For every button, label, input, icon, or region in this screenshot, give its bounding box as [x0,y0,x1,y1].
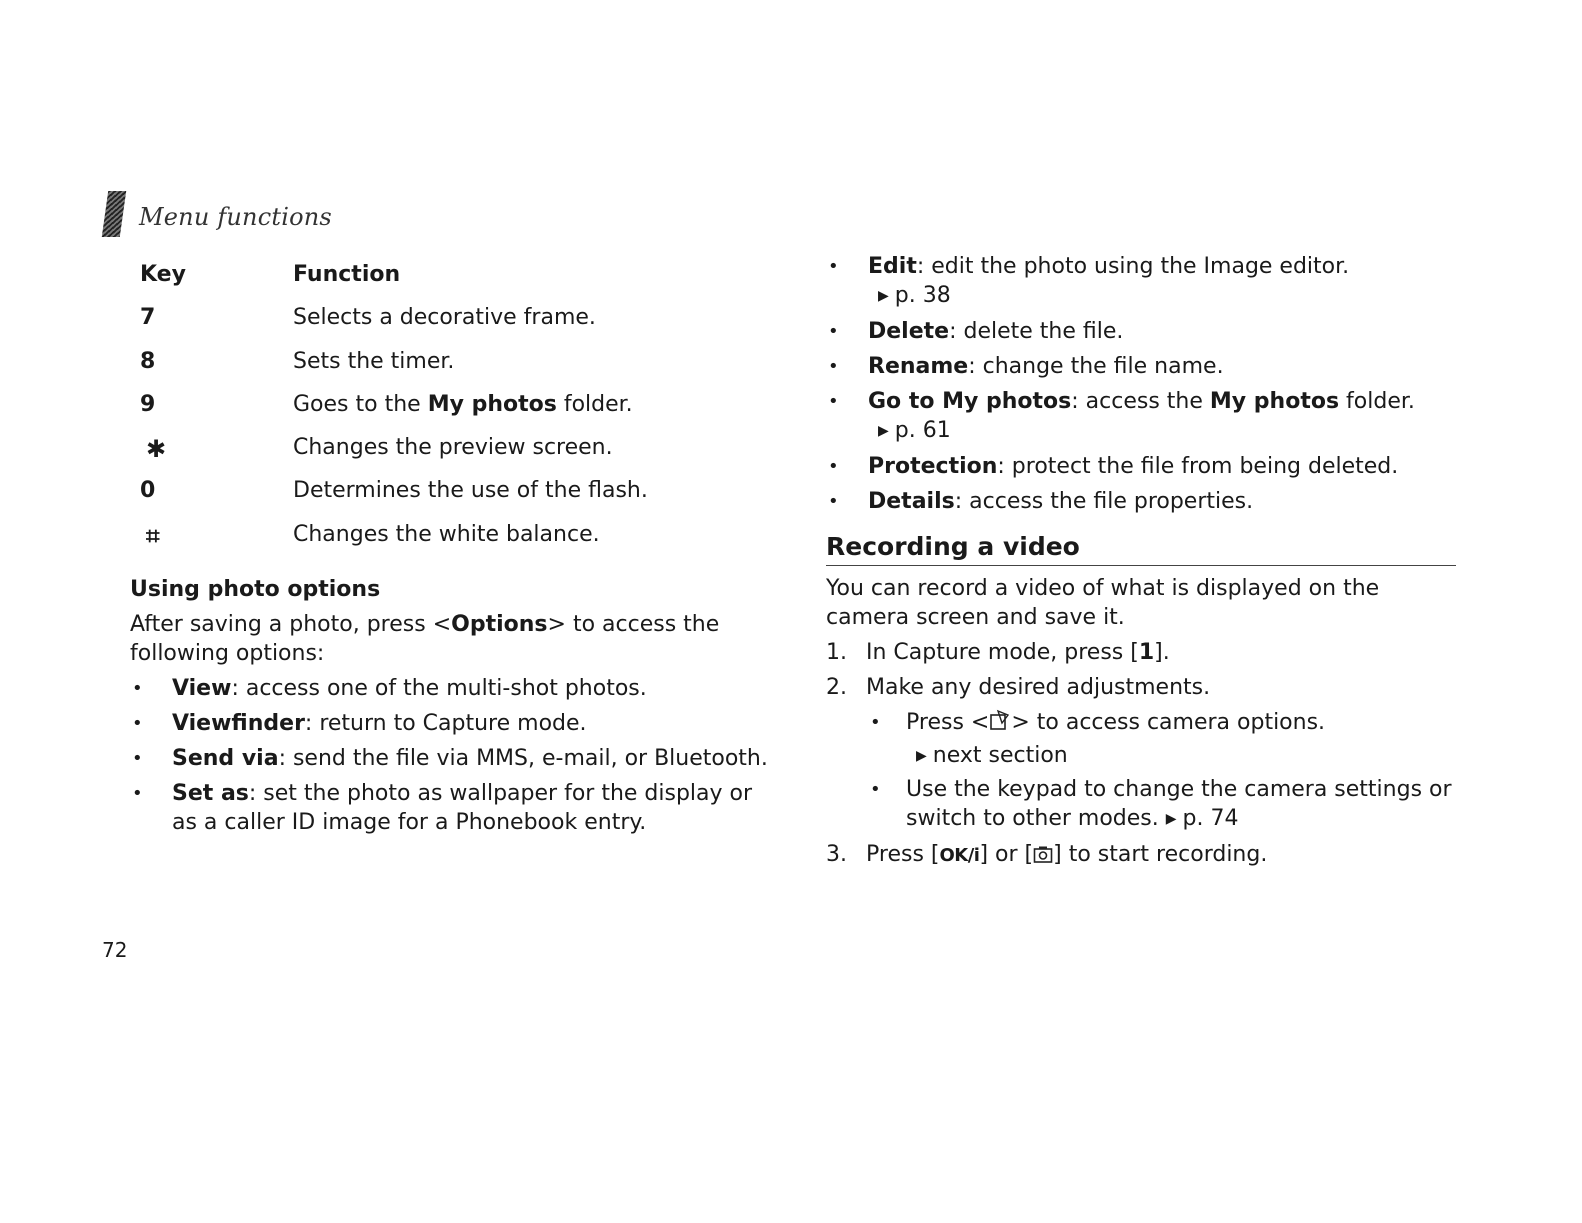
option-term: Protection [868,454,998,479]
table-row [140,478,770,521]
table-row [140,392,770,435]
list-item [826,352,1456,381]
step-text: Press [ [866,842,940,867]
recording-steps [826,638,1456,873]
triangle-right-icon: ▶ [878,288,889,304]
page-number: 72 [102,938,128,962]
option-term: Details [868,489,955,514]
list-item [826,317,1456,346]
header-title: Menu functions [139,203,332,231]
list-item [130,709,770,738]
options-softkey-label: Options [451,612,548,638]
list-item [826,487,1456,516]
list-item [826,387,1456,446]
table-header-function: Function [293,262,401,287]
function-cell [293,349,770,374]
step-text-end: ] to start recording. [1053,842,1268,867]
step-text: In Capture mode, press [ [866,640,1139,665]
sub-text: Press < [906,710,990,735]
intro-text: After saving a photo, press < [130,612,452,638]
option-desc: : return to Capture mode. [304,711,587,737]
option-desc: : delete the file. [949,319,1124,344]
key-cell: 9 [140,391,156,417]
option-desc: : access one of the multi-shot photos. [231,676,647,702]
sub-text: Use the keypad to change the camera settings or switch to other modes. [906,777,1452,831]
sub-item [866,708,1456,771]
page-reference [868,281,1456,311]
camera-settings-icon [989,709,1011,741]
function-text: Changes the white balance. [293,521,600,547]
intro-text-end: > to access the following options: [130,612,720,667]
step-item [826,673,1456,834]
key-cell: 0 [140,478,156,504]
step-number: 1. [826,640,847,665]
key-label: 1 [1138,640,1155,665]
option-term: Edit [868,254,917,279]
recording-heading: Recording a video [826,532,1456,566]
key-cell: ⌗ [146,521,160,550]
function-text: Goes to the [293,391,428,417]
triangle-right-icon: ▶ [1165,811,1177,827]
table-header-row [140,262,770,305]
function-text: Determines the use of the flash. [293,478,648,504]
function-cell [293,522,770,547]
function-text: Sets the timer. [293,348,455,374]
function-cell [293,478,770,503]
function-cell [293,305,770,330]
triangle-right-icon: ▶ [916,748,927,764]
page-reference-text: p. 74 [1182,806,1239,831]
step-text-end: ]. [1154,640,1170,665]
function-cell [293,435,770,460]
key-function-table [140,262,770,565]
section-header [105,187,425,239]
photo-options-heading: Using photo options [130,577,381,603]
option-term: Send via [172,746,279,772]
option-desc: : edit the photo using the Image editor. [916,254,1350,279]
option-desc: : protect the file from being deleted. [997,454,1399,479]
table-row [140,349,770,392]
key-cell: 8 [140,348,156,374]
table-header-key: Key [140,262,186,287]
header-bar-graphic [102,191,126,237]
function-text: Changes the preview screen. [293,435,613,461]
camera-key-icon [1033,844,1053,873]
ok-key-label: OK/i [939,845,980,866]
page-reference-text: p. 38 [894,283,951,308]
page-reference [906,741,1456,771]
option-term: Go to My photos [868,389,1072,414]
step-text: Make any desired adjustments. [866,675,1211,700]
table-row [140,522,770,565]
option-term: Viewfinder [172,711,305,737]
step-number: 3. [826,842,847,867]
page-reference-text: next section [932,743,1068,768]
function-text-end: folder. [556,391,633,417]
triangle-right-icon: ▶ [878,423,889,439]
list-item [826,252,1456,311]
step-item [826,638,1456,667]
table-row [140,435,770,478]
photo-options-list [130,674,770,837]
option-desc: : change the file name. [968,354,1224,379]
step-text-mid: ] or [ [979,842,1034,867]
step-sub-list [866,708,1456,834]
option-term: Rename [868,354,969,379]
step-number: 2. [826,675,847,700]
recording-intro: You can record a video of what is displayed on the camera screen and save it. [826,576,1380,630]
photo-options-intro [130,610,770,668]
option-desc: : access the file properties. [954,489,1254,514]
list-item [130,779,770,837]
photo-options-list-continued [826,252,1456,516]
page-reference-text: p. 61 [894,418,951,443]
option-desc-end: folder. [1339,389,1415,414]
option-desc: : access the [1071,389,1210,414]
list-item [130,674,770,703]
function-text: Selects a decorative frame. [293,305,596,331]
key-cell: 7 [140,305,156,331]
function-cell [293,392,770,417]
option-term: Set as [172,781,249,807]
option-desc: : set the photo as wallpaper for the display or as a caller ID image for a Phonebook entry. [172,781,753,836]
function-bold: My photos [427,391,557,417]
list-item [130,744,770,773]
sub-item [866,775,1456,834]
list-item [826,452,1456,481]
step-item [826,840,1456,873]
right-column [826,252,1456,879]
option-term: View [172,676,232,702]
folder-name: My photos [1209,389,1340,414]
key-cell: ✱ [146,435,167,464]
page-reference [868,416,1456,446]
sub-text-end: > to access camera options. [1011,710,1326,735]
option-desc: : send the file via MMS, e-mail, or Bluetooth. [278,746,768,772]
table-row [140,305,770,348]
left-column [130,262,770,843]
option-term: Delete [868,319,950,344]
